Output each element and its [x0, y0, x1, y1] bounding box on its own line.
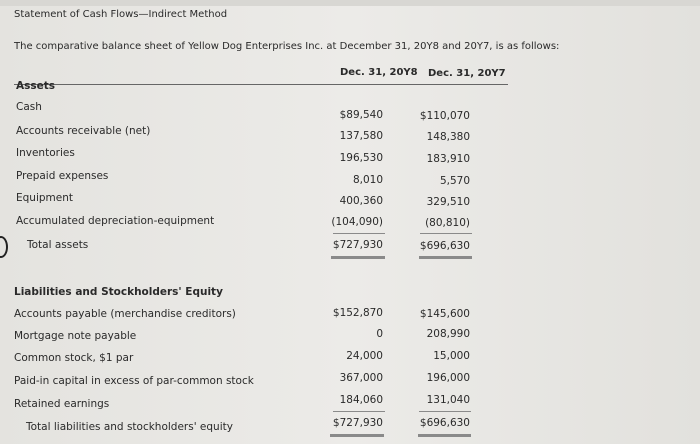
- value-20y8: 24,000: [346, 350, 383, 362]
- value-20y8: 367,000: [339, 372, 383, 384]
- value-20y7: $110,070: [419, 110, 470, 122]
- total-label: Total assets: [27, 239, 89, 251]
- subtotal-rule: [419, 411, 471, 412]
- value-20y7: 5,570: [439, 175, 470, 187]
- assets-heading: Assets: [16, 80, 56, 92]
- header-rule: [14, 84, 508, 85]
- double-rule: [330, 434, 384, 437]
- value-20y8: 137,580: [339, 130, 383, 142]
- value-20y8: (104,090): [331, 216, 383, 228]
- row-label: Paid-in capital in excess of par-common stock: [14, 375, 254, 387]
- top-edge: [0, 0, 700, 6]
- value-20y7: 148,380: [426, 131, 470, 143]
- value-20y7: $145,600: [419, 308, 470, 320]
- total-20y8: $727,930: [332, 417, 383, 429]
- value-20y8: $152,870: [332, 307, 383, 319]
- total-20y7: $696,630: [419, 240, 470, 252]
- section-title: Statement of Cash Flows—Indirect Method: [14, 9, 228, 20]
- value-20y8: 8,010: [352, 174, 383, 186]
- row-label: Prepaid expenses: [16, 170, 109, 182]
- value-20y7: 196,000: [426, 372, 470, 384]
- liabilities-heading: Liabilities and Stockholders' Equity: [14, 286, 223, 298]
- column-header-20y8: Dec. 31, 20Y8: [340, 67, 418, 78]
- row-label: Common stock, $1 par: [14, 352, 134, 364]
- subtotal-rule: [333, 233, 385, 234]
- row-label: Mortgage note payable: [14, 330, 137, 342]
- double-rule: [331, 256, 385, 259]
- subtotal-rule: [420, 233, 472, 234]
- row-label: Accumulated depreciation-equipment: [16, 215, 215, 227]
- double-rule: [419, 256, 472, 259]
- row-label: Retained earnings: [14, 398, 110, 410]
- value-20y8: 0: [376, 328, 383, 340]
- value-20y7: 183,910: [426, 153, 470, 165]
- value-20y8: 196,530: [339, 152, 383, 164]
- value-20y8: 184,060: [339, 394, 383, 406]
- intro-text: The comparative balance sheet of Yellow Dog Enterprises Inc. at December 31, 20Y8 and 20Y7, is as follows:: [14, 41, 560, 52]
- value-20y7: 131,040: [426, 394, 470, 406]
- row-label: Inventories: [16, 147, 75, 159]
- total-20y8: $727,930: [332, 239, 383, 251]
- value-20y8: $89,540: [339, 109, 383, 121]
- total-20y7: $696,630: [419, 417, 470, 429]
- value-20y7: 208,990: [426, 328, 470, 340]
- value-20y7: 329,510: [426, 196, 470, 208]
- column-header-20y7: Dec. 31, 20Y7: [428, 68, 506, 79]
- double-rule: [418, 434, 471, 437]
- value-20y7: 15,000: [433, 350, 470, 362]
- value-20y8: 400,360: [339, 195, 383, 207]
- row-label: Cash: [16, 101, 42, 113]
- total-label: Total liabilities and stockholders' equity: [26, 421, 233, 433]
- value-20y7: (80,810): [425, 217, 470, 229]
- row-label: Accounts receivable (net): [16, 125, 151, 137]
- subtotal-rule: [333, 411, 385, 412]
- row-label: Equipment: [16, 192, 73, 204]
- row-label: Accounts payable (merchandise creditors): [14, 308, 236, 320]
